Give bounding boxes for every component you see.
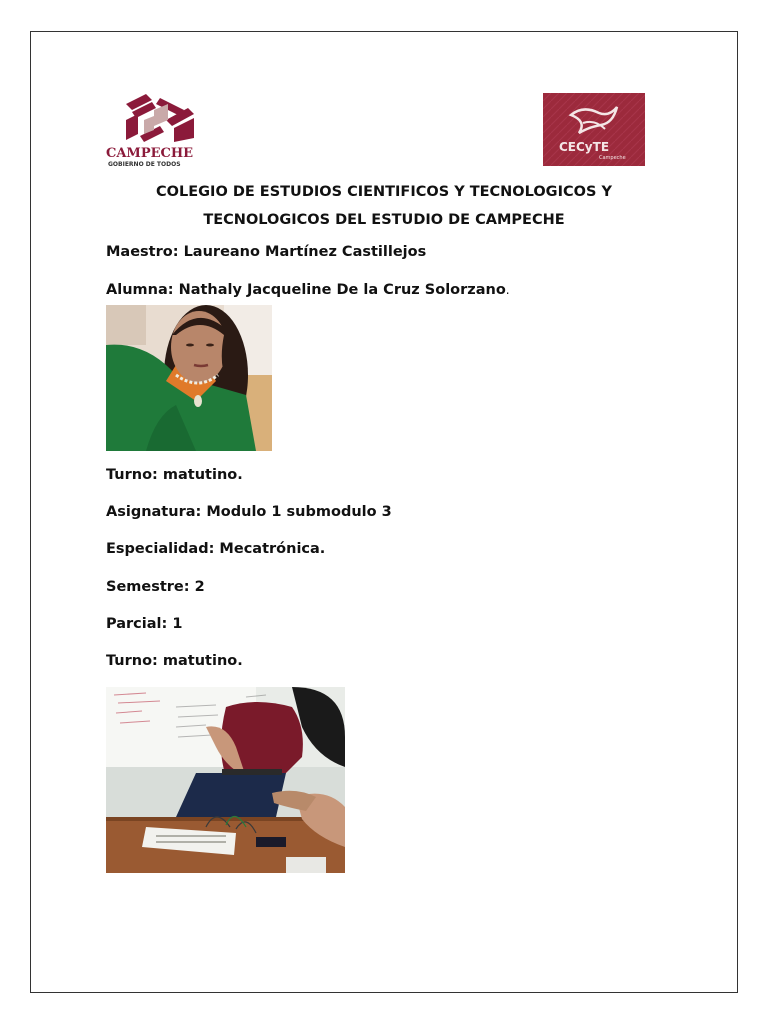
- student-photo: [106, 305, 272, 451]
- cecyte-logo: [543, 93, 645, 166]
- asignatura-field: Asignatura: Modulo 1 submodulo 3: [106, 504, 392, 520]
- alumna-field: [106, 282, 510, 298]
- school-title-line2: TECNOLOGICOS DEL ESTUDIO DE CAMPECHE: [203, 212, 565, 228]
- cecyte-logo-sub: Campeche: [599, 155, 626, 161]
- turno-field-2: Turno: matutino.: [106, 653, 243, 669]
- maestro-field: Maestro: Laureano Martínez Castillejos: [106, 244, 427, 260]
- alumna-text: Alumna: Nathaly Jacqueline De la Cruz Solorzano: [106, 282, 506, 298]
- especialidad-field: Especialidad: Mecatrónica.: [106, 541, 326, 557]
- parcial-field: Parcial: 1: [106, 616, 183, 632]
- semestre-field: Semestre: 2: [106, 579, 205, 595]
- campeche-logo-tagline: GOBIERNO DE TODOS: [108, 161, 181, 168]
- campeche-logo-text: CAMPECHE: [106, 146, 194, 161]
- turno-field-1: Turno: matutino.: [106, 467, 243, 483]
- school-title-line1: COLEGIO DE ESTUDIOS CIENTIFICOS Y TECNOLOGICOS Y: [156, 184, 612, 200]
- cecyte-logo-text: CECyTE: [559, 140, 610, 154]
- school-title: [106, 178, 662, 234]
- campeche-logo: [104, 90, 216, 170]
- lab-work-photo: [106, 687, 345, 873]
- alumna-period: .: [505, 283, 510, 297]
